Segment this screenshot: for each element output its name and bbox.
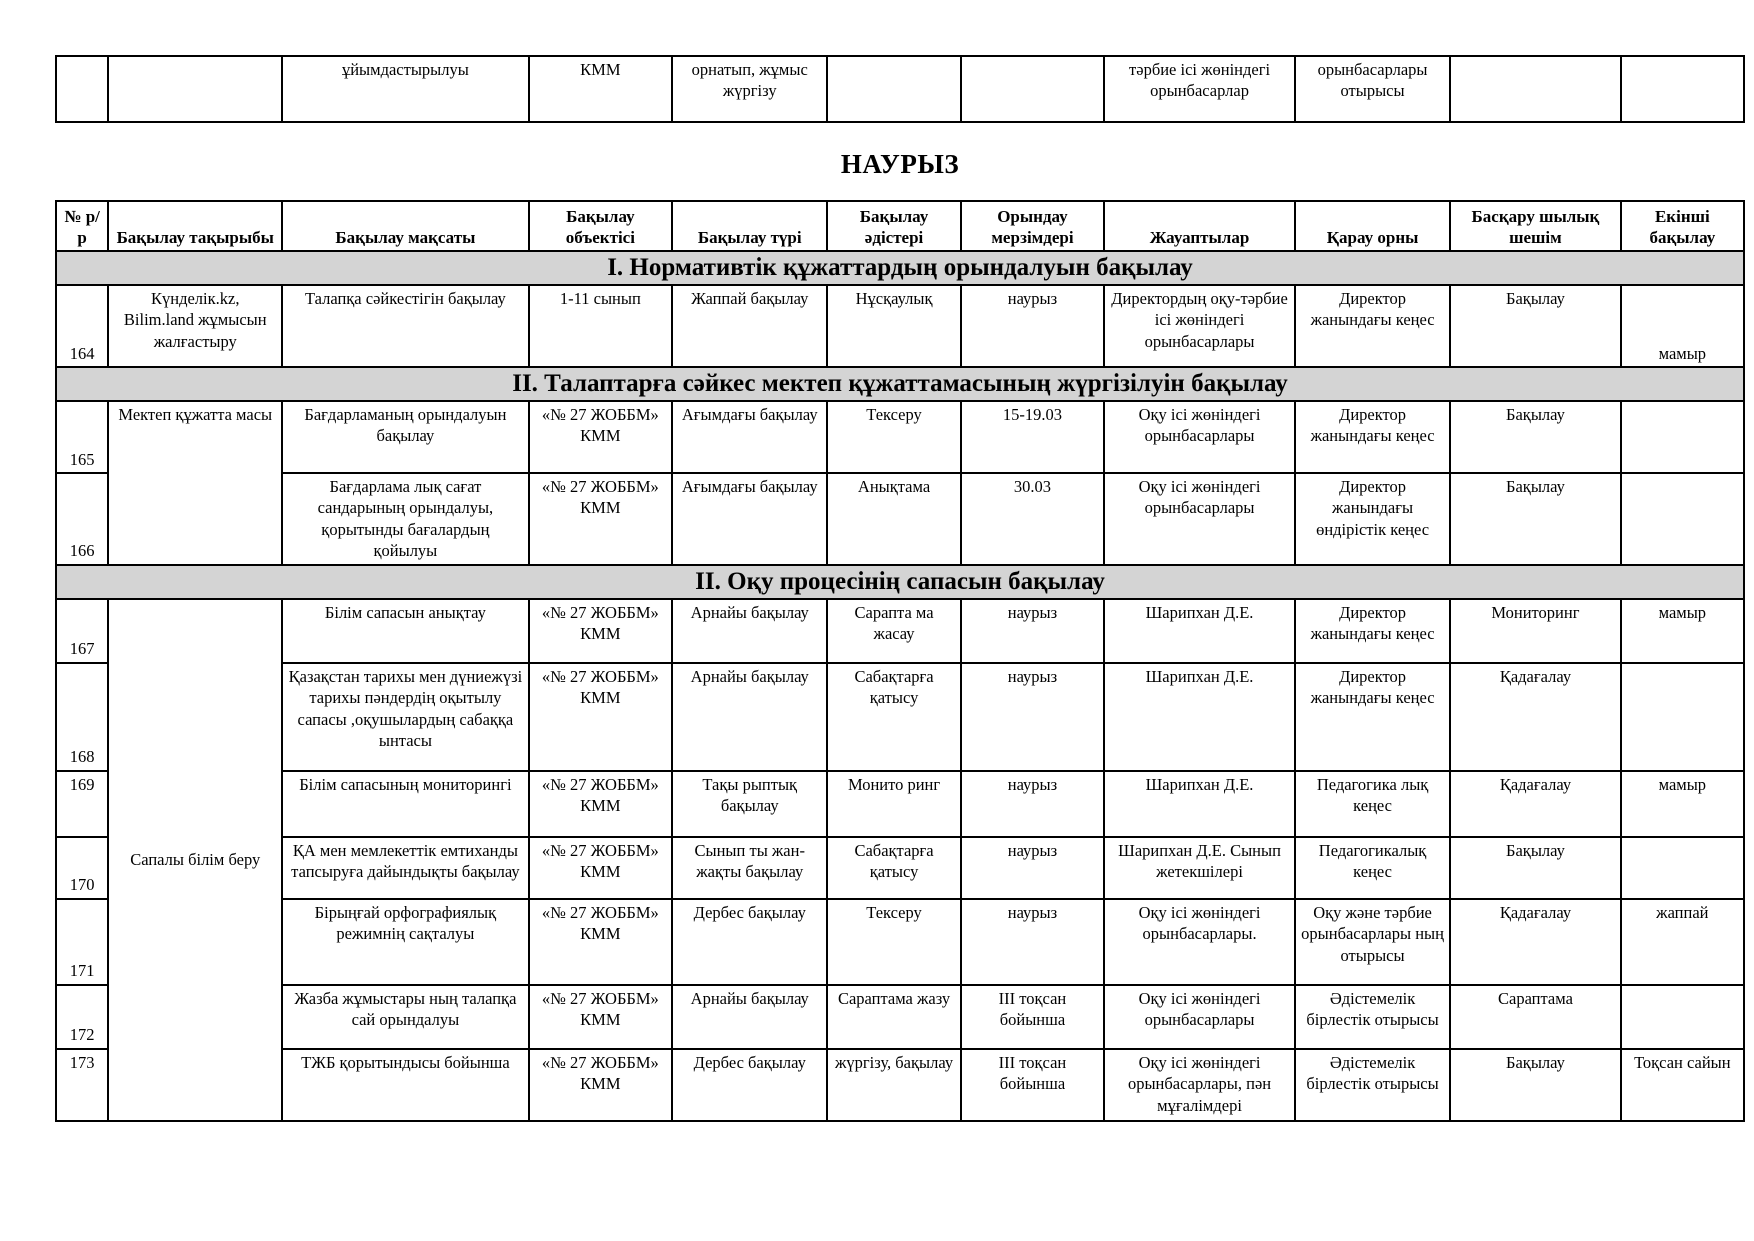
cell-169-type: Тақы рыптық бақылау [672, 771, 827, 837]
cell-167-resp: Шарипхан Д.Е. [1104, 599, 1295, 663]
cont-cell-resp: тәрбие ісі жөніндегі орынбасарлар [1104, 56, 1295, 122]
cell-165-place: Директор жанындағы кеңес [1295, 401, 1450, 473]
cell-168-type: Арнайы бақылау [672, 663, 827, 771]
cell-167-place: Директор жанындағы кеңес [1295, 599, 1450, 663]
cell-173-object: «№ 27 ЖОББМ» КММ [529, 1049, 672, 1121]
cell-167-topic: Сапалы білім беру [108, 599, 282, 1121]
cont-cell-place: орынбасарлары отырысы [1295, 56, 1450, 122]
cell-170-second [1621, 837, 1744, 899]
cell-173-place: Әдістемелік бірлестік отырысы [1295, 1049, 1450, 1121]
cell-170-decision: Бақылау [1450, 837, 1620, 899]
cell-173-second: Тоқсан сайын [1621, 1049, 1744, 1121]
cell-165-object: «№ 27 ЖОББМ» КММ [529, 401, 672, 473]
section-header-3: ІІ. Оқу процесінің сапасын бақылау [56, 565, 1744, 599]
cell-169-num: 169 [56, 771, 108, 837]
table-row-172 [56, 985, 1744, 1049]
table-row-171 [56, 899, 1744, 985]
cell-170-resp: Шарипхан Д.Е. Сынып жетекшілері [1104, 837, 1295, 899]
cell-170-type: Сынып ты жан-жақты бақылау [672, 837, 827, 899]
cell-172-term: ІІІ тоқсан бойынша [961, 985, 1104, 1049]
cell-172-method: Сараптама жазу [827, 985, 960, 1049]
cell-165-type: Ағымдағы бақылау [672, 401, 827, 473]
cell-171-resp: Оқу ісі жөніндегі орынбасарлары. [1104, 899, 1295, 985]
continuation-row [56, 56, 1744, 122]
cell-166-object: «№ 27 ЖОББМ» КММ [529, 473, 672, 565]
cell-165-second [1621, 401, 1744, 473]
cont-cell-second [1621, 56, 1744, 122]
control-plan-table [55, 200, 1745, 1122]
cell-166-resp: Оқу ісі жөніндегі орынбасарлары [1104, 473, 1295, 565]
cell-166-decision: Бақылау [1450, 473, 1620, 565]
cell-172-decision: Сараптама [1450, 985, 1620, 1049]
col-header-topic: Бақылау тақырыбы [108, 201, 282, 251]
cell-166-type: Ағымдағы бақылау [672, 473, 827, 565]
cell-164-method: Нұсқаулық [827, 285, 960, 367]
cell-168-method: Сабақтарға қатысу [827, 663, 960, 771]
cell-169-object: «№ 27 ЖОББМ» КММ [529, 771, 672, 837]
cell-171-goal: Бірыңғай орфографиялық режимнің сақталуы [282, 899, 528, 985]
cell-173-resp: Оқу ісі жөніндегі орынбасарлары, пән мұғалімдері [1104, 1049, 1295, 1121]
cell-164-resp: Директордың оқу-тәрбие ісі жөніндегі орынбасарлары [1104, 285, 1295, 367]
cell-168-second [1621, 663, 1744, 771]
cell-168-term: наурыз [961, 663, 1104, 771]
cell-167-term: наурыз [961, 599, 1104, 663]
col-header-method: Бақылау әдістері [827, 201, 960, 251]
cell-165-resp: Оқу ісі жөніндегі орынбасарлары [1104, 401, 1295, 473]
cell-165-decision: Бақылау [1450, 401, 1620, 473]
cell-164-type: Жаппай бақылау [672, 285, 827, 367]
cell-164-term: наурыз [961, 285, 1104, 367]
cell-171-decision: Қадағалау [1450, 899, 1620, 985]
cell-167-second: мамыр [1621, 599, 1744, 663]
cell-173-method: жүргізу, бақылау [827, 1049, 960, 1121]
cell-171-method: Тексеру [827, 899, 960, 985]
section-row-3 [56, 565, 1744, 599]
cell-169-place: Педагогика лық кеңес [1295, 771, 1450, 837]
cell-173-goal: ТЖБ қорытындысы бойынша [282, 1049, 528, 1121]
table-header-row [56, 201, 1744, 251]
section-row-1 [56, 251, 1744, 285]
table-row-164 [56, 285, 1744, 367]
cell-165-term: 15-19.03 [961, 401, 1104, 473]
cont-cell-decision [1450, 56, 1620, 122]
cell-170-goal: ҚА мен мемлекеттік емтиханды тапсыруға дайындықты бақылау [282, 837, 528, 899]
section-header-2: ІІ. Талаптарға сәйкес мектеп құжаттамасының жүргізілуін бақылау [56, 367, 1744, 401]
cell-168-object: «№ 27 ЖОББМ» КММ [529, 663, 672, 771]
cell-169-method: Монито ринг [827, 771, 960, 837]
cell-166-second [1621, 473, 1744, 565]
cell-170-object: «№ 27 ЖОББМ» КММ [529, 837, 672, 899]
cont-cell-num [56, 56, 108, 122]
cell-168-decision: Қадағалау [1450, 663, 1620, 771]
cell-173-type: Дербес бақылау [672, 1049, 827, 1121]
table-row-170 [56, 837, 1744, 899]
table-row-166 [56, 473, 1744, 565]
cell-173-term: ІІІ тоқсан бойынша [961, 1049, 1104, 1121]
cell-170-place: Педагогикалық кеңес [1295, 837, 1450, 899]
cell-164-second: мамыр [1621, 285, 1744, 367]
section-row-2 [56, 367, 1744, 401]
cell-171-place: Оқу және тәрбие орынбасарлары ның отырысы [1295, 899, 1450, 985]
cell-167-goal: Білім сапасын анықтау [282, 599, 528, 663]
cell-164-num: 164 [56, 285, 108, 367]
cell-172-second [1621, 985, 1744, 1049]
cell-168-place: Директор жанындағы кеңес [1295, 663, 1450, 771]
cell-167-type: Арнайы бақылау [672, 599, 827, 663]
cell-164-goal: Талапқа сәйкестігін бақылау [282, 285, 528, 367]
cont-cell-method [827, 56, 960, 122]
cell-165-num: 165 [56, 401, 108, 473]
cell-166-goal: Бағдарлама лық сағат сандарының орындалуы, қорытынды бағалардың қойылуы [282, 473, 528, 565]
cell-170-term: наурыз [961, 837, 1104, 899]
cell-165-goal: Бағдарламаның орындалуын бақылау [282, 401, 528, 473]
section-header-1: І. Нормативтік құжаттардың орындалуын бақылау [56, 251, 1744, 285]
cell-164-object: 1-11 сынып [529, 285, 672, 367]
cont-cell-topic [108, 56, 282, 122]
cell-171-num: 171 [56, 899, 108, 985]
cell-173-decision: Бақылау [1450, 1049, 1620, 1121]
cell-169-term: наурыз [961, 771, 1104, 837]
cell-172-goal: Жазба жұмыстары ның талапқа сай орындалуы [282, 985, 528, 1049]
cell-170-method: Сабақтарға қатысу [827, 837, 960, 899]
cell-169-resp: Шарипхан Д.Е. [1104, 771, 1295, 837]
cell-164-topic: Күнделік.kz, Bilim.land жұмысын жалғастыру [108, 285, 282, 367]
table-row-169 [56, 771, 1744, 837]
cont-cell-goal: ұйымдастырылуы [282, 56, 528, 122]
cell-167-decision: Мониторинг [1450, 599, 1620, 663]
page-title: НАУРЫЗ [840, 149, 960, 179]
cell-171-term: наурыз [961, 899, 1104, 985]
col-header-decision: Басқару шылық шешім [1450, 201, 1620, 251]
table-row-167 [56, 599, 1744, 663]
table-row-168 [56, 663, 1744, 771]
col-header-object: Бақылау объектісі [529, 201, 672, 251]
cell-172-object: «№ 27 ЖОББМ» КММ [529, 985, 672, 1049]
cell-169-goal: Білім сапасының мониторингі [282, 771, 528, 837]
col-header-place: Қарау орны [1295, 201, 1450, 251]
cell-171-second: жаппай [1621, 899, 1744, 985]
cell-168-resp: Шарипхан Д.Е. [1104, 663, 1295, 771]
cont-cell-term [961, 56, 1104, 122]
cell-164-place: Директор жанындағы кеңес [1295, 285, 1450, 367]
cell-166-term: 30.03 [961, 473, 1104, 565]
cell-169-second: мамыр [1621, 771, 1744, 837]
table-row-165 [56, 401, 1744, 473]
cell-170-num: 170 [56, 837, 108, 899]
col-header-goal: Бақылау мақсаты [282, 201, 528, 251]
col-header-number: № р/р [56, 201, 108, 251]
cell-164-decision: Бақылау [1450, 285, 1620, 367]
cell-172-type: Арнайы бақылау [672, 985, 827, 1049]
cell-171-object: «№ 27 ЖОББМ» КММ [529, 899, 672, 985]
col-header-type: Бақылау түрі [672, 201, 827, 251]
cell-169-decision: Қадағалау [1450, 771, 1620, 837]
cell-166-place: Директор жанындағы өндірістік кеңес [1295, 473, 1450, 565]
cell-167-object: «№ 27 ЖОББМ» КММ [529, 599, 672, 663]
cell-168-goal: Қазақстан тарихы мен дүниежүзі тарихы пәндердің оқытылу сапасы ,оқушылардың сабаққа ынтасы [282, 663, 528, 771]
col-header-term: Орындау мерзімдері [961, 201, 1104, 251]
cell-173-num: 173 [56, 1049, 108, 1121]
cell-171-type: Дербес бақылау [672, 899, 827, 985]
cont-cell-object: КММ [529, 56, 672, 122]
cell-165-topic: Мектеп құжатта масы [108, 401, 282, 565]
col-header-responsible: Жауаптылар [1104, 201, 1295, 251]
cell-172-place: Әдістемелік бірлестік отырысы [1295, 985, 1450, 1049]
cell-165-method: Тексеру [827, 401, 960, 473]
cell-168-num: 168 [56, 663, 108, 771]
cont-cell-type: орнатып, жұмыс жүргізу [672, 56, 827, 122]
table-row-173 [56, 1049, 1744, 1121]
cell-172-resp: Оқу ісі жөніндегі орынбасарлары [1104, 985, 1295, 1049]
cell-166-method: Анықтама [827, 473, 960, 565]
col-header-second-control: Екінші бақылау [1621, 201, 1744, 251]
cell-167-num: 167 [56, 599, 108, 663]
cell-172-num: 172 [56, 985, 108, 1049]
cell-166-num: 166 [56, 473, 108, 565]
cell-167-method: Сарапта ма жасау [827, 599, 960, 663]
continuation-table [55, 55, 1745, 123]
